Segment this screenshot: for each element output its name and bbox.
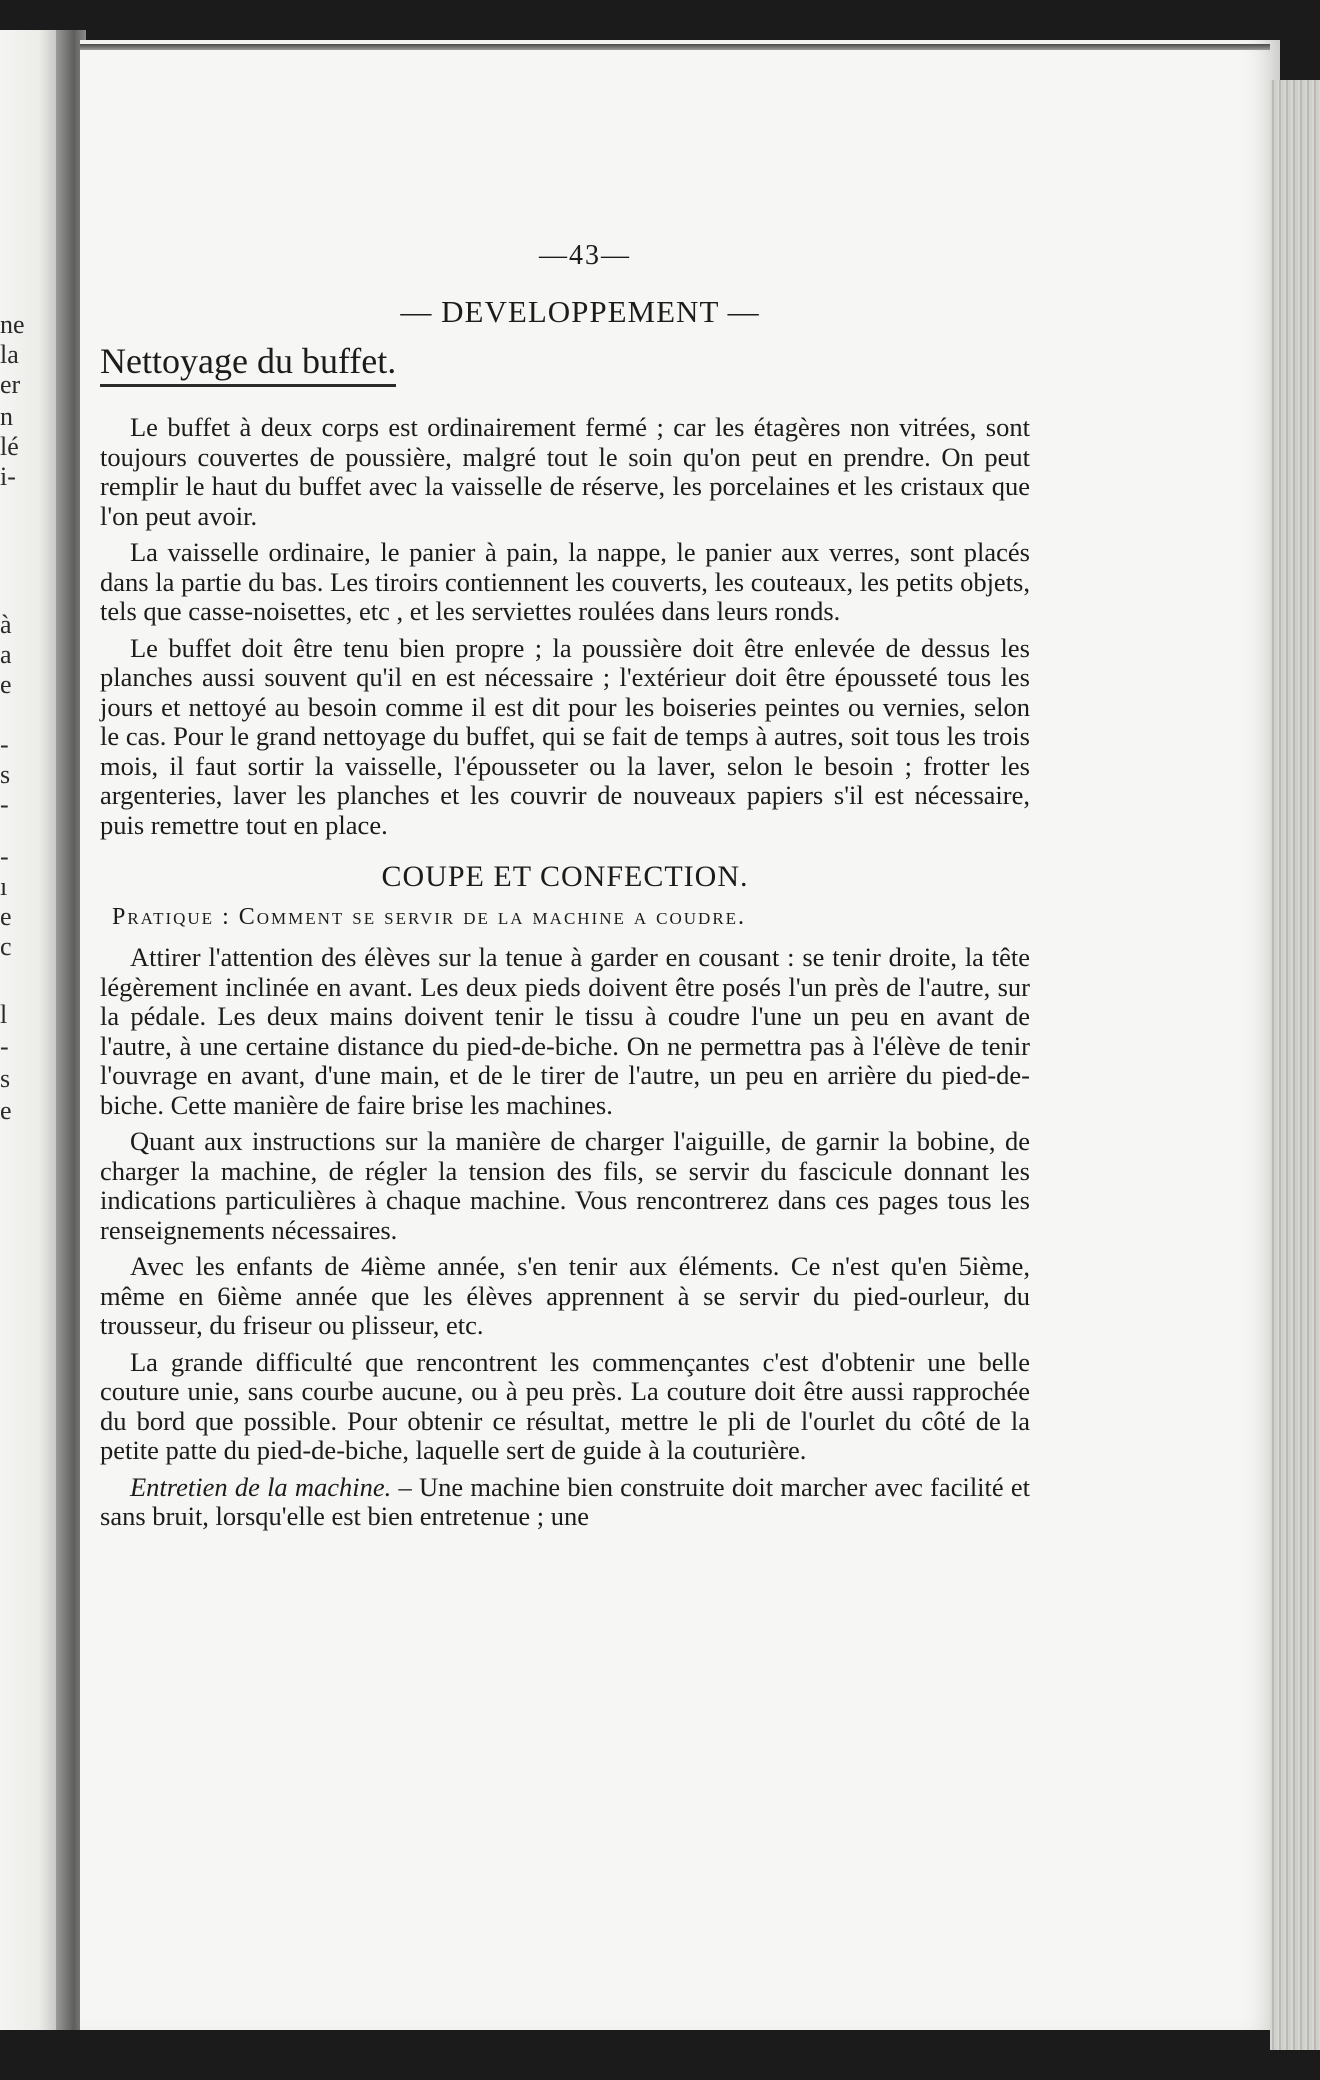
left-page-fragment: c xyxy=(0,932,12,961)
paragraph: Le buffet doit être tenu bien propre ; la poussière doit être enlevée de dessus les planches aussi souvent qu'il en est nécessaire ; l'extérieur doit être épousseté tous les jours et nettoyé au besoin comme il est dit pour les boiseries peintes ou vernies, selon le cas. Pour le grand nettoyage du buffet, qui se fait de temps à autres, soit tous les trois mois, il faut sortir la vaisselle, l'épousseter ou la laver, selon le besoin ; frotter les argenteries, laver les planches et les couvrir de nouveaux papiers s'il est nécessaire, puis remettre tout en place. xyxy=(100,632,1030,840)
page-content xyxy=(100,240,1030,1539)
page-number: —43— xyxy=(539,240,631,271)
left-page-fragment: e xyxy=(0,1096,12,1125)
section-heading-coupe: COUPE ET CONFECTION. xyxy=(381,860,749,893)
page-edges xyxy=(1270,80,1320,2050)
paragraph: Attirer l'attention des élèves sur la tenue à garder en cousant : se tenir droite, la tête légèrement inclinée en avant. Les deux pieds doivent être posés l'un près de l'autre, sur la pédale. Les deux mains doivent tenir le tissu à coudre l'une un peu en avant de l'autre, à une certaine distance du pied-de-biche. On ne permettra pas à l'élève de tenir l'ouvrage en avant, d'une main, et de le tirer de l'autre, un peu en arrière du pied-de-biche. Cette manière de faire brise les machines. xyxy=(100,942,1030,1120)
paragraph: La vaisselle ordinaire, le panier à pain, la nappe, le panier aux verres, sont placés dans la partie du bas. Les tiroirs contiennent les couverts, les couteaux, les petits objets, tels que casse-noisettes, etc , et les serviettes roulées dans leurs ronds. xyxy=(100,537,1030,626)
left-page-fragment: lé xyxy=(0,432,19,461)
left-page-fragment: - xyxy=(0,730,9,759)
left-page-fragment: e xyxy=(0,902,12,931)
page-title: Nettoyage du buffet. xyxy=(100,340,396,387)
left-page-fragment: - xyxy=(0,1032,9,1061)
left-page-fragment: la xyxy=(0,340,19,369)
section-heading: — DEVELOPPEMENT — xyxy=(400,294,760,329)
left-page-fragment: er xyxy=(0,370,21,399)
paragraph: Avec les enfants de 4ième année, s'en tenir aux éléments. Ce n'est qu'en 5ième, même en 6ième année que les élèves apprennent à se servir du pied-ourleur, du trousseur, du friseur ou plisseur, etc. xyxy=(100,1251,1030,1340)
left-page-fragment: s xyxy=(0,1064,11,1093)
top-rule xyxy=(80,44,1270,50)
paragraph-last xyxy=(100,1473,1030,1532)
left-page-fragment: i- xyxy=(0,462,16,491)
paragraph: La grande difficulté que rencontrent les commençantes c'est d'obtenir une belle couture unie, sans courbe aucune, ou à peu près. La couture doit être aussi rapprochée du bord que possible. Pour obtenir ce résultat, mettre le pli de l'ourlet du côté de la petite patte du pied-de-biche, laquelle sert de guide à la couturière. xyxy=(100,1346,1030,1465)
left-page-fragment: l xyxy=(0,1000,8,1029)
left-page-fragment: a xyxy=(0,640,12,669)
paragraph-lead: Entretien de la machine. xyxy=(130,1471,392,1502)
left-page-fragment: n xyxy=(0,402,13,431)
left-page-fragment: ı xyxy=(0,872,8,901)
left-page-strip xyxy=(0,30,56,2030)
paragraph: Le buffet à deux corps est ordinairement fermé ; car les étagères non vitrées, sont toujours couvertes de poussière, malgré tout le soin qu'on peut en prendre. On peut remplir le haut du buffet avec la vaisselle de réserve, les porcelaines et les cristaux que l'on peut avoir. xyxy=(100,412,1030,531)
left-page-fragment: à xyxy=(0,610,12,639)
left-page-fragment: - xyxy=(0,790,9,819)
subheading-pratique: Pratique : Comment se servir de la machine a coudre. xyxy=(112,904,747,930)
left-page-fragment: ne xyxy=(0,310,25,339)
left-page-fragment: - xyxy=(0,842,9,871)
left-page-fragment: s xyxy=(0,760,11,789)
left-page-fragment: e xyxy=(0,670,12,699)
paragraph-text: – Une machine bien construite doit marcher avec facilité et sans bruit, lorsqu'elle est bien entretenue ; une xyxy=(100,1471,1031,1531)
paragraph: Quant aux instructions sur la manière de charger l'aiguille, de garnir la bobine, de charger la machine, de régler la tension des fils, se servir du fascicule donnant les indications particulières à chaque machine. Vous rencontrerez dans ces pages tous les renseignements nécessaires. xyxy=(100,1126,1030,1245)
